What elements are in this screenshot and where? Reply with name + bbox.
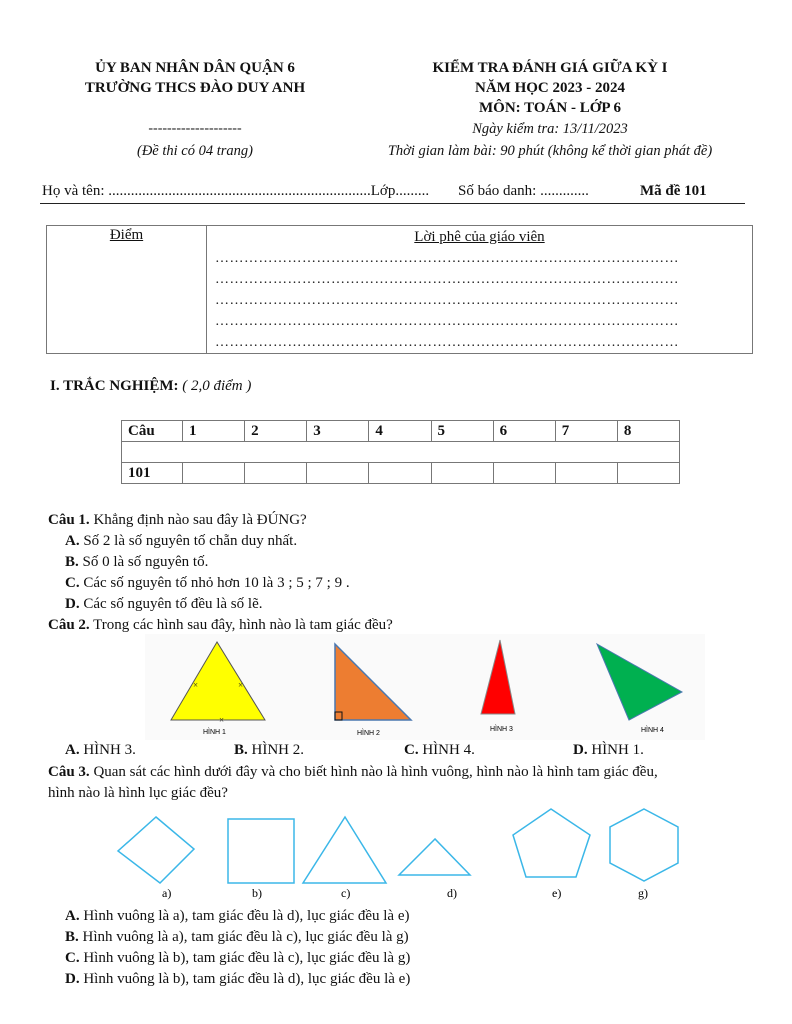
header-dashes: -------------------- [148, 121, 242, 136]
answer-cell[interactable] [307, 463, 369, 484]
option-text: HÌNH 2. [251, 742, 305, 758]
q1-option-c[interactable] [65, 573, 350, 594]
option-text: Hình vuông là b), tam giác đều là d), lục giác đều là e) [83, 971, 411, 987]
comment-line: …………………………………………………………………………………… [215, 293, 679, 308]
q3-stem [48, 762, 658, 783]
table-cell: 6 [493, 421, 555, 442]
answer-cell[interactable] [183, 463, 245, 484]
answer-header-row [122, 421, 680, 442]
figure-label-3: HÌNH 3 [490, 726, 513, 733]
q2-option-a[interactable] [65, 740, 136, 761]
option-key: A. [65, 908, 80, 924]
section-points: ( 2,0 điểm ) [182, 378, 252, 394]
authority-name: ỦY BAN NHÂN DÂN QUẬN 6 [95, 60, 295, 76]
option-key: C. [65, 950, 80, 966]
section-title-text: I. TRẮC NGHIỆM: [50, 378, 179, 394]
option-key: B. [234, 742, 248, 758]
q3-option-c[interactable] [65, 948, 410, 969]
subject: MÔN: TOÁN - LỚP 6 [479, 100, 621, 116]
shape-a-rhombus [118, 817, 194, 883]
q3-stem-cont: hình nào là hình lục giác đều? [48, 785, 228, 801]
option-text: Các số nguyên tố đều là số lẽ. [83, 596, 263, 612]
q3-option-a[interactable] [65, 906, 409, 927]
option-text: HÌNH 4. [422, 742, 475, 758]
shape-e-pentagon [513, 809, 590, 877]
option-text: HÌNH 1. [591, 742, 644, 758]
shape-label-e: e) [552, 886, 562, 900]
q1-option-b[interactable] [65, 552, 208, 573]
answer-cell[interactable] [617, 463, 679, 484]
answer-cell[interactable] [493, 463, 555, 484]
q2-option-d[interactable] [573, 740, 644, 761]
answer-cell[interactable] [245, 463, 307, 484]
table-cell: Câu [122, 421, 183, 442]
student-id-field[interactable]: Số báo danh: ............. [458, 183, 589, 199]
answer-cell[interactable] [555, 463, 617, 484]
option-key: B. [65, 554, 79, 570]
shape-d-triangle [399, 839, 470, 875]
option-key: C. [404, 742, 419, 758]
table-cell: 2 [245, 421, 307, 442]
score-box [46, 225, 753, 354]
comment-label: Lời phê của giáo viên [414, 229, 545, 245]
option-text: Các số nguyên tố nhỏ hơn 10 là 3 ; 5 ; 7 ; 9 . [83, 575, 350, 591]
q2-option-c[interactable] [404, 740, 475, 761]
q3-option-d[interactable] [65, 969, 410, 990]
figure-label-2: HÌNH 2 [357, 730, 380, 737]
table-cell: 3 [307, 421, 369, 442]
option-key: D. [65, 971, 80, 987]
header-rule [40, 203, 745, 204]
shape-label-g: g) [638, 886, 648, 900]
option-key: A. [65, 533, 80, 549]
answer-blank-row [122, 442, 680, 463]
option-text: HÌNH 3. [83, 742, 136, 758]
shape-label-d: d) [447, 886, 457, 900]
q2-figures [145, 634, 705, 740]
table-cell: 5 [431, 421, 493, 442]
option-text: Hình vuông là b), tam giác đều là c), lục giác đều là g) [83, 950, 411, 966]
option-key: A. [65, 742, 80, 758]
option-text: Hình vuông là a), tam giác đều là c), lục giác đều là g) [82, 929, 409, 945]
shape-label-c: c) [341, 886, 351, 900]
shape-label-a: a) [162, 886, 172, 900]
option-text: Số 2 là số nguyên tố chẵn duy nhất. [83, 533, 298, 549]
exam-title: KIỂM TRA ĐÁNH GIÁ GIỮA KỲ I [432, 60, 668, 76]
table-cell: 1 [183, 421, 245, 442]
comment-cell[interactable] [207, 226, 753, 354]
q2-option-b[interactable] [234, 740, 304, 761]
exam-code: Mã đề 101 [640, 183, 707, 199]
q2-stem [48, 615, 393, 636]
tick-mark: × [193, 680, 199, 690]
q3-text: Quan sát các hình dưới đây và cho biết hình nào là hình vuông, hình nào là hình tam giác đều, [93, 764, 658, 780]
table-cell: 4 [369, 421, 431, 442]
comment-line: …………………………………………………………………………………… [215, 272, 679, 287]
figure-label-4: HÌNH 4 [641, 727, 664, 734]
comment-line: …………………………………………………………………………………… [215, 251, 679, 266]
q3-option-b[interactable] [65, 927, 409, 948]
q1-stem [48, 510, 307, 531]
figure-label-1: HÌNH 1 [203, 729, 226, 736]
tick-mark: × [219, 715, 225, 725]
q1-label: Câu 1. [48, 512, 90, 528]
school-name: TRƯỜNG THCS ĐÀO DUY ANH [84, 80, 306, 96]
q3-label: Câu 3. [48, 764, 90, 780]
name-class-field[interactable]: Họ và tên: ......................................................................Lớp......... [42, 183, 430, 199]
tick-mark: × [238, 680, 244, 690]
exam-code-cell: 101 [122, 463, 183, 484]
section-title [50, 376, 251, 397]
score-cell[interactable] [47, 226, 207, 354]
table-cell: 8 [617, 421, 679, 442]
answer-cell[interactable] [369, 463, 431, 484]
option-text: Hình vuông là a), tam giác đều là d), lục giác đều là e) [83, 908, 410, 924]
exam-duration: Thời gian làm bài: 90 phút (không kể thời gian phát đề) [387, 143, 713, 159]
option-key: C. [65, 575, 80, 591]
shape-g-hexagon [610, 809, 678, 881]
option-key: D. [573, 742, 588, 758]
q2-label: Câu 2. [48, 617, 90, 633]
q1-option-a[interactable] [65, 531, 297, 552]
school-year: NĂM HỌC 2023 - 2024 [475, 80, 625, 96]
q1-option-d[interactable] [65, 594, 262, 615]
answer-table [121, 420, 680, 484]
answer-input-row [122, 463, 680, 484]
comment-line: …………………………………………………………………………………… [215, 314, 679, 329]
shape-label-b: b) [252, 886, 262, 900]
score-label: Điểm [109, 227, 144, 243]
q1-text: Khẳng định nào sau đây là ĐÚNG? [93, 512, 307, 528]
exam-date: Ngày kiểm tra: 13/11/2023 [472, 121, 628, 137]
blank-row-cell [122, 442, 680, 463]
answer-cell[interactable] [431, 463, 493, 484]
table-cell: 7 [555, 421, 617, 442]
shape-c-triangle [303, 817, 386, 883]
option-key: D. [65, 596, 80, 612]
option-key: B. [65, 929, 79, 945]
q3-shapes [110, 805, 690, 905]
option-text: Số 0 là số nguyên tố. [82, 554, 209, 570]
comment-line: …………………………………………………………………………………… [215, 335, 679, 350]
page-count: (Đề thi có 04 trang) [137, 143, 253, 159]
q2-text: Trong các hình sau đây, hình nào là tam giác đều? [93, 617, 393, 633]
shape-b-square [228, 819, 294, 883]
